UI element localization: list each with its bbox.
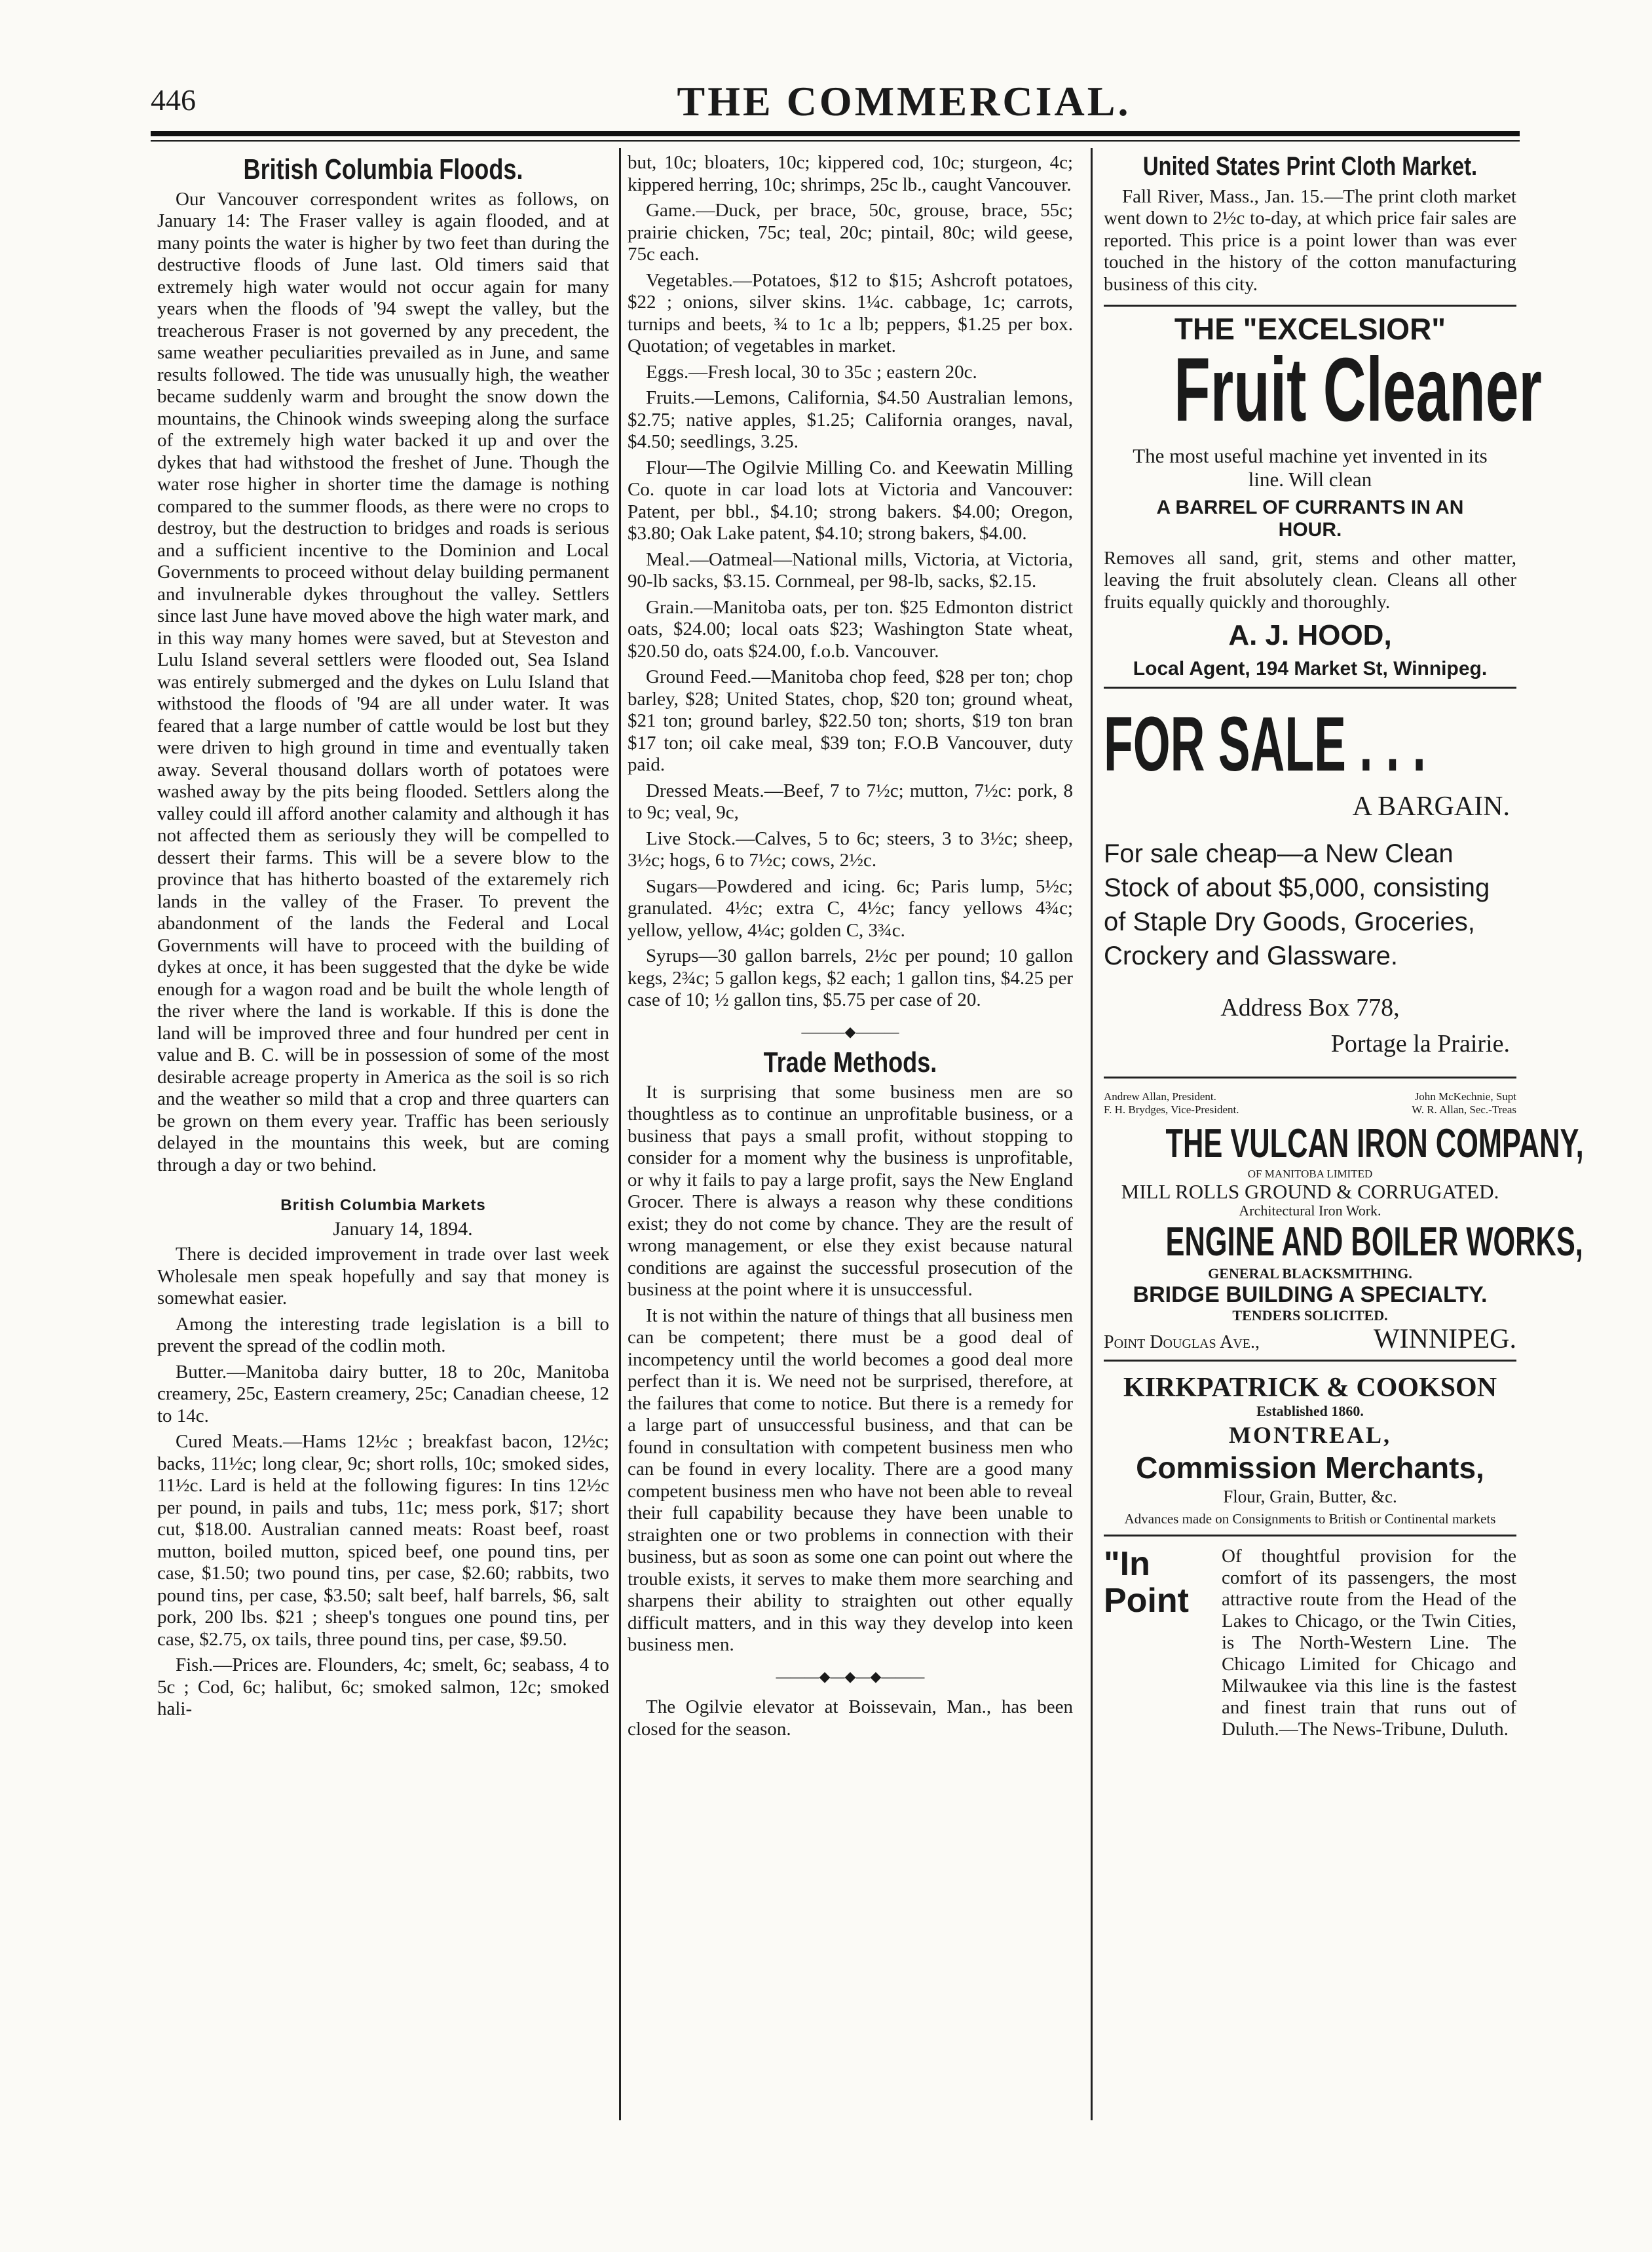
separator-ornament: ———◆—◆—◆——— <box>776 1668 925 1685</box>
page-number: 446 <box>151 83 196 117</box>
masthead-title: THE COMMERCIAL. <box>677 78 1131 124</box>
bc-markets-date: January 14, 1894. <box>333 1217 473 1240</box>
trade-methods-heading: Trade Methods. <box>763 1046 937 1078</box>
for-sale-ad <box>1104 689 1516 1077</box>
in-point-item <box>1104 1536 1516 1740</box>
vulcan-engine: ENGINE AND BOILER WORKS, <box>1165 1219 1583 1265</box>
sugar-prices: Sugars—Powdered and icing. 6c; Paris lump, 5½c; granulated. 4½c; extra C, 4½c; fancy yellows 4¾c; yellow, yellow, 4¼c; golden C, 3¾c. <box>628 875 1073 941</box>
excelsior-line: The most useful machine yet invented in its line. Will clean <box>1133 444 1488 491</box>
officer-name: John McKechnie, Supt <box>1414 1090 1516 1103</box>
ogilvie-notice: The Ogilvie elevator at Boissevain, Man., has been closed for the season. <box>628 1696 1073 1740</box>
header-rule-thin <box>151 140 1520 142</box>
separator-ornament: ———◆——— <box>801 1023 899 1040</box>
game-prices: Game.—Duck, per brace, 50c, grouse, brace, 55c; prairie chicken, 75c; teal, 20c; pintail, 80c; wild geese, 75c each. <box>628 200 1073 265</box>
egg-prices: Eggs.—Fresh local, 30 to 35c ; eastern 20c. <box>646 361 977 383</box>
column-2 <box>628 152 1073 1744</box>
kirkpatrick-commission: Commission Merchants, <box>1136 1451 1484 1485</box>
bc-markets-heading: British Columbia Markets <box>280 1196 486 1214</box>
kirkpatrick-advances: Advances made on Consignments to British or Continental markets <box>1124 1511 1496 1527</box>
meal-prices: Meal.—Oatmeal—National mills, Victoria, at Victoria, 90-lb sacks, $3.15. Cornmeal, per 98-lb, sacks, $2.15. <box>628 548 1073 592</box>
trade-methods-text: It is surprising that some business men are so thoughtless as to continue an unprofitable business, or a business that pays a small profit, without stopping to consider for a moment why the business is unprofitable, or why it fails to pay a large profit, says the New England Grocer. There is always a reason why these conditions exist; they do not come by chance. They are the result of wrong management, or else they exist because natural conditions are against the successful prosecution of the business at the point where it is unsuccessful. <box>628 1081 1073 1300</box>
grain-prices: Grain.—Manitoba oats, per ton. $25 Edmonton district oats, $24.00; local oats $23; Washington State wheat, $20.50 do, oats $24.00, f.o.b. Vancouver. <box>628 596 1073 662</box>
bargain-label: A BARGAIN. <box>1352 791 1510 822</box>
bc-floods-heading: British Columbia Floods. <box>243 153 523 185</box>
butter-prices: Butter.—Manitoba dairy butter, 18 to 20c, Manitoba creamery, 25c, Eastern creamery, 25c; Canadian cheese, 12 to 14c. <box>157 1361 609 1426</box>
officer-name: Andrew Allan, President. <box>1104 1090 1216 1103</box>
column-3 <box>1104 152 1584 1740</box>
vulcan-name: THE VULCAN IRON COMPANY, <box>1165 1120 1584 1166</box>
fruit-cleaner-title: Fruit Cleaner <box>1174 339 1542 440</box>
kirkpatrick-ad <box>1104 1362 1516 1535</box>
for-sale-title: FOR SALE . . . <box>1104 700 1426 788</box>
hood-address: Local Agent, 194 Market St, Winnipeg. <box>1133 658 1488 679</box>
vulcan-ad <box>1104 1078 1584 1360</box>
for-sale-address: Address Box 778, <box>1220 993 1400 1021</box>
hood-name: A. J. HOOD, <box>1228 619 1392 651</box>
column-1 <box>157 152 609 1725</box>
vulcan-street: Point Douglas Ave., <box>1104 1331 1260 1352</box>
kirkpatrick-goods: Flour, Grain, Butter, &c. <box>1223 1487 1397 1506</box>
print-cloth-heading: United States Print Cloth Market. <box>1142 152 1478 181</box>
kirkpatrick-city: MONTREAL, <box>1228 1422 1391 1448</box>
page-header <box>151 73 1520 132</box>
column-divider-2 <box>1091 148 1093 2120</box>
in-point-text: Of thoughtful provision for the comfort of its passengers, the most attractive route from the Head of the Lakes to Chicago, or the Twin Cities, is The North-Western Line. The Chicago Limited for Chicago and Milwaukee via this line is the fastest and finest train that runs out of Duluth.—The News-Tribune, Duluth. <box>1222 1546 1516 1740</box>
kirkpatrick-name: KIRKPATRICK & COOKSON <box>1123 1373 1497 1403</box>
vulcan-arch: Architectural Iron Work. <box>1239 1202 1381 1219</box>
markets-paragraph: There is decided improvement in trade over last week Wholesale men speak hopefully and say that money is somewhat easier. <box>157 1244 609 1308</box>
for-sale-town: Portage la Prairie. <box>1330 1029 1510 1058</box>
dressed-meat-prices: Dressed Meats.—Beef, 7 to 7½c; mutton, 7½c: pork, 8 to 9c; veal, 9c, <box>628 780 1073 823</box>
print-cloth-text: Fall River, Mass., Jan. 15.—The print cloth market went down to 2½c to-day, at which price fair sales are reported. This price is a point lower than was ever touched in the history of the cotton manufacturing business of this city. <box>1104 185 1516 295</box>
live-stock-prices: Live Stock.—Calves, 5 to 6c; steers, 3 to 3½c; sheep, 3½c; hogs, 6 to 7½c; cows, 2½c. <box>628 828 1073 871</box>
officer-name: W. R. Allan, Sec.-Treas <box>1412 1103 1516 1116</box>
fish-prices-cont: but, 10c; bloaters, 10c; kippered cod, 10c; sturgeon, 4c; kippered herring, 10c; shrimps, 25c lb., caught Vancouver. <box>628 152 1073 195</box>
vegetable-prices: Vegetables.—Potatoes, $12 to $15; Ashcroft potatoes, $22 ; onions, silver skins. 1¼c. cabbage, 1c; carrots, turnips and beets, ¾ to 1c a lb; peppers, $1.25 per box. Quotation; of vegetables in market. <box>628 269 1073 356</box>
trade-methods-text: It is not within the nature of things that all business men can be competent; there must be a good deal of incompetency until the world becomes a good deal more perfect than it is. We need not be surprised, therefore, at the failures that come to notice. But there is a remedy for a large part of unsuccessful business, and that can be found in consultation with competent business men who can be found in every locality. There are a good many competent business men who have not been able to reveal their full capability because they have been unable to straighten one or two problems in connection with their business, but as soon as some one can point out where the trouble exists, it serves to make them more searching and sharpens their ability to straighten out other equally difficult matters, and in this way they develop into keen business men. <box>628 1305 1073 1655</box>
cured-meats-prices: Cured Meats.—Hams 12½c ; breakfast bacon, 12½c; backs, 11½c; long clear, 9c; short rolls, 10c; smoked sides, 11½c. Lard is held at the following figures: In tins 12½c per pound, in pails and tubs, 11c; mess pork, $17; short cut, $18.00. Australian canned meats: Roast beef, roast mutton, boiled mutton, spiced beef, one pound tins, per case, $1.50; two pound tins, per case, $2.60; rabbits, two pound tins, per case, $3.50; salt beef, half barrels, $6, salt pork, 200 lbs. $21 ; sheep's tongues one pound tins, per case, $2.75, ox tails, three pound tins, per case, $9.50. <box>157 1431 609 1650</box>
column-divider-1 <box>619 148 621 2120</box>
in-point-title: "In Point <box>1104 1545 1189 1620</box>
excelsior-ad <box>1104 307 1542 687</box>
flour-prices: Flour—The Ogilvie Milling Co. and Keewatin Milling Co. quote in car load lots at Victoria and Vancouver: Patent, per bbl., $4.10; strong bakers. $4.00; Oregon, $3.80; Oak Lake patent, $4.10; strong bakers, $4.00. <box>628 457 1073 544</box>
feed-prices: Ground Feed.—Manitoba chop feed, $28 per ton; chop barley, $28; United States, chop, $20 ton; ground wheat, $21 ton; ground barley, $22.50 ton; shorts, $19 ton bran $17 ton; oil cake meal, $39 ton; F.O.B Vancouver, duty paid. <box>628 666 1073 775</box>
vulcan-bridge: BRIDGE BUILDING A SPECIALTY. <box>1133 1282 1488 1307</box>
vulcan-city: WINNIPEG. <box>1373 1324 1516 1354</box>
vulcan-sub: OF MANITOBA LIMITED <box>1247 1167 1373 1180</box>
for-sale-text: For sale cheap—a New Clean Stock of about $5,000, consisting of Staple Dry Goods, Groceries, Crockery and Glassware. <box>1104 839 1490 970</box>
fish-prices: Fish.—Prices are. Flounders, 4c; smelt, 6c; seabass, 4 to 5c ; Cod, 6c; halibut, 6c; smoked salmon, 12c; smoked hali- <box>157 1654 609 1719</box>
syrup-prices: Syrups—30 gallon barrels, 2½c per pound; 10 gallon kegs, 2¾c; 5 gallon kegs, $2 each; 1 gallon tins, $4.25 per case of 10; ½ gallon tins, $5.75 per case of 20. <box>628 945 1073 1010</box>
excelsior-text: Removes all sand, grit, stems and other matter, leaving the fruit absolutely clean. Cleans all other fruits equally quickly and thoroughly. <box>1104 547 1516 613</box>
header-rule <box>151 131 1520 136</box>
excelsior-headline: A BARREL OF CURRANTS IN AN HOUR. <box>1156 496 1464 541</box>
officer-name: F. H. Brydges, Vice-President. <box>1104 1103 1239 1116</box>
bc-floods-text: Our Vancouver correspondent writes as follows, on January 14: The Fraser valley is again flooded, and at many points the water is higher by two feet than during the destructive floods of June last. Old timers said that extremely high water would not occur again for many years when the floods of '94 swept the valley, but the treacherous Fraser is not governed by any precedent, the same weather peculiarities prevailed as in June, and same results followed. The tide was unusually high, the weather became suddenly warm and brought the snow down the mountains, the Chinook winds sweeping along the surface of the extremely high water backed it up and over the dykes that had withstood the freshet of June. Though the water rose higher in shorter time the damage is nothing compared to the summer floods, as there were no crops to destroy, but the destruction to bridges and roads is serious and a sufficient incentive to the Dominion and Local Governments to proceed without delay building permanent and invulnerable dykes throughout the valley. Settlers since last June have moved above the high water mark, and in this way many homes were saved, but at Steveston and Lulu Island several settlers were flooded out, Sea Island was entirely submerged and the dykes on Lulu Island that withstood the floods of '94 are all under water. It was feared that a large number of cattle would be lost but they were driven to high ground in time and eventually taken away. Several thousand dollars worth of potatoes were washed away by the pits being flooded. Settlers along the valley could ill afford another calamity and although it has not affected them as seriously they will be compelled to dessert their farms. This will be a severe blow to the province that has hitherto boasted of the extaremely rich lands in the valley of the Fraser. To prevent the abandonment of the lands the Federal and Local Governments will have to proceed with the building of dykes at once, it has been suggested that the dyke be wide enough for a wagon road and be built the whole length of the river where the land is workable. If this is done the land will be improved three and four hundred per cent in value and B. C. will be in possession of some of the most desirable acreage property in America as the soil is so rich and the weather so mild that a crop and three quarters can be grown on them every year. Traffic has been seriously delayed in the mountains this week, but are coming through a day or two behind. <box>157 188 609 1175</box>
vulcan-tenders: TENDERS SOLICITED. <box>1232 1307 1388 1324</box>
vulcan-smith: GENERAL BLACKSMITHING. <box>1208 1265 1412 1282</box>
kirkpatrick-established: Established 1860. <box>1256 1403 1364 1419</box>
fruit-prices: Fruits.—Lemons, California, $4.50 Australian lemons, $2.75; native apples, $1.25; California oranges, naval, $4.50; seedlings, 3.25. <box>628 387 1073 452</box>
markets-paragraph: Among the interesting trade legislation is a bill to prevent the spread of the codlin moth. <box>157 1313 609 1356</box>
excelsior-title: THE "EXCELSIOR" <box>1174 312 1446 346</box>
vulcan-mill: MILL ROLLS GROUND & CORRUGATED. <box>1121 1179 1499 1203</box>
